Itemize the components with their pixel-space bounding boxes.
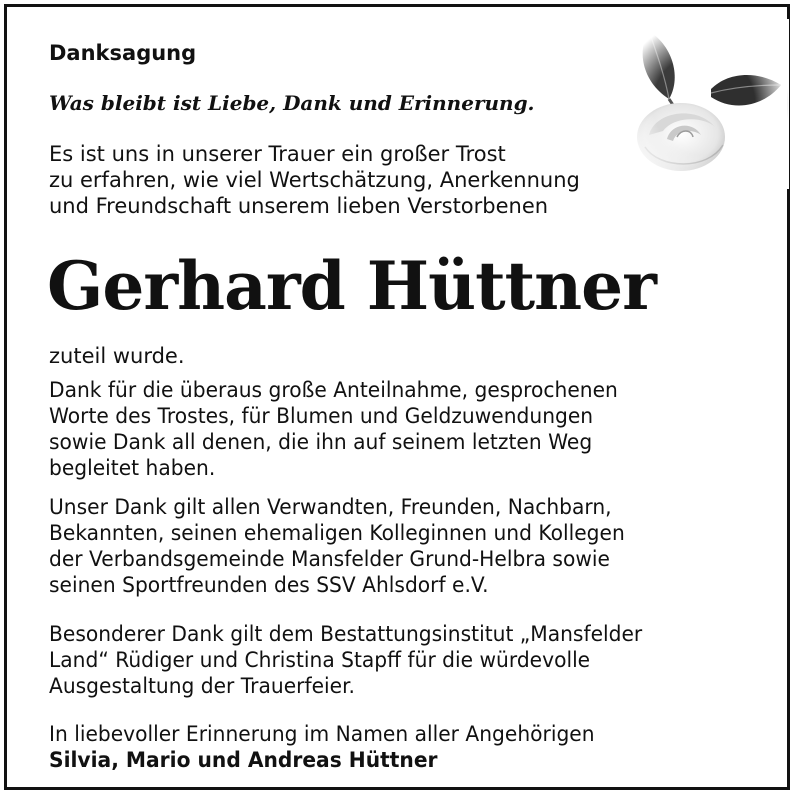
funeral-line: Land“ Rüdiger und Christina Stapff für die würdevolle [49, 648, 591, 672]
thanks-line: begleitet haben. [49, 456, 216, 480]
intro-line: Es ist uns in unserer Trauer ein großer Trost [49, 142, 506, 166]
relatives-line: Unser Dank gilt allen Verwandten, Freunden, Nachbarn, [49, 495, 612, 519]
intro-paragraph [49, 141, 689, 219]
thanks-paragraph [49, 377, 769, 481]
signature: Silvia, Mario und Andreas Hüttner [49, 748, 438, 772]
deceased-name: Gerhard Hüttner [47, 247, 656, 325]
closing-text: In liebevoller Erinnerung im Namen aller Angehörigen [49, 722, 595, 746]
thanks-line: Dank für die überaus große Anteilnahme, gesprochenen [49, 378, 618, 402]
obituary-notice [4, 4, 790, 790]
relatives-line: der Verbandsgemeinde Mansfelder Grund-Helbra sowie [49, 547, 610, 571]
thanks-line: sowie Dank all denen, die ihn auf seinem letzten Weg [49, 430, 593, 454]
thanks-line: Worte des Trostes, für Blumen und Geldzuwendungen [49, 404, 594, 428]
funeral-paragraph [49, 621, 769, 699]
after-name-text: zuteil wurde. [49, 344, 185, 368]
relatives-line: Bekannten, seinen ehemaligen Kolleginnen und Kollegen [49, 521, 625, 545]
relatives-paragraph [49, 494, 769, 598]
intro-line: zu erfahren, wie viel Wertschätzung, Anerkennung [49, 168, 580, 192]
funeral-line: Besonderer Dank gilt dem Bestattungsinstitut „Mansfelder [49, 622, 643, 646]
relatives-line: seinen Sportfreunden des SSV Ahlsdorf e.V. [49, 573, 489, 597]
notice-motto: Was bleibt ist Liebe, Dank und Erinnerung. [49, 91, 535, 115]
closing-paragraph [49, 721, 769, 773]
funeral-line: Ausgestaltung der Trauerfeier. [49, 674, 355, 698]
notice-heading: Danksagung [49, 41, 197, 65]
intro-line: und Freundschaft unserem lieben Verstorbenen [49, 194, 549, 218]
